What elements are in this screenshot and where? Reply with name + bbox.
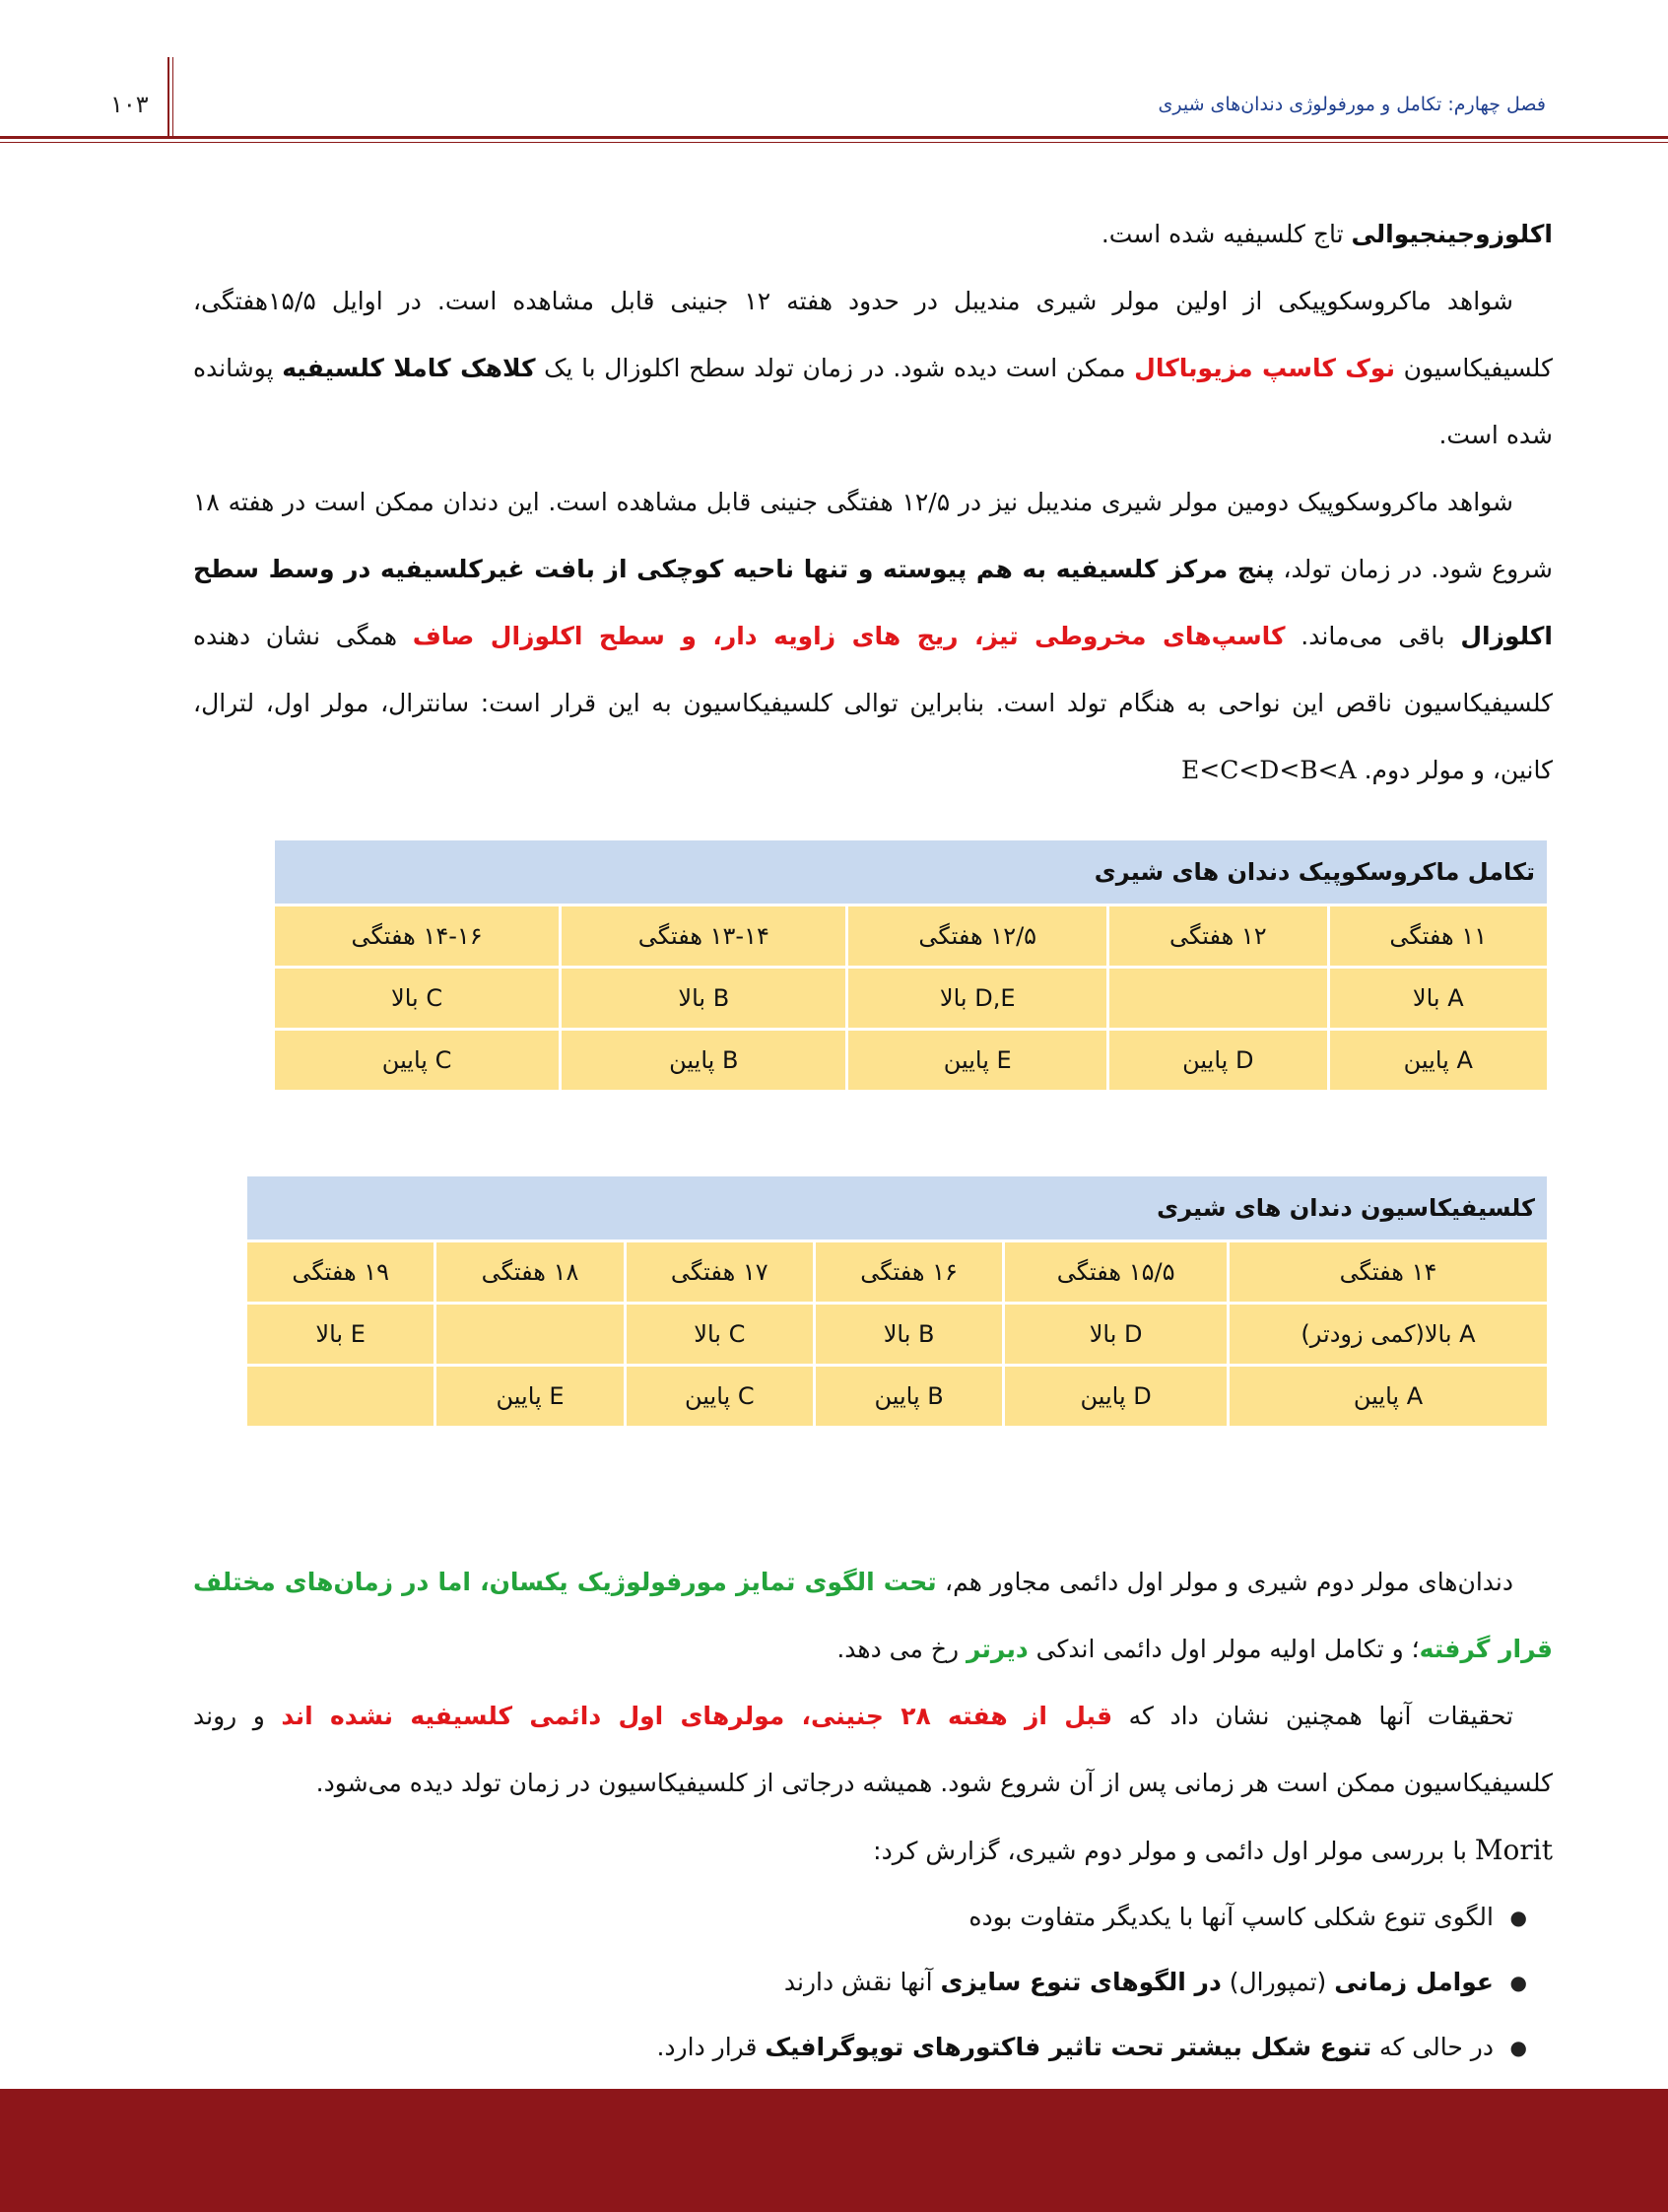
table-header-cell: ۱۲ هفتگی: [1108, 905, 1328, 968]
text: الگوی تنوع شکلی کاسپ آنها با یکدیگر متفاوت بوده: [968, 1903, 1494, 1931]
table-cell: A پایین: [1328, 1030, 1548, 1092]
table-cell: A پایین: [1229, 1366, 1549, 1428]
text: رخ می دهد.: [836, 1635, 967, 1663]
body-text: [193, 201, 1553, 804]
text: همگی نشان دهنده کلسیفیکاسیون ناقص این نواحی به هنگام تولد است. بنابراین توالی کلسیفیکاسیون به این قرار است: سانترال، مولر اول، لترال، کانین، و مولر دوم.: [193, 622, 1553, 784]
table-cell: E بالا: [246, 1304, 435, 1366]
table-cell: B بالا: [814, 1304, 1003, 1366]
footer-band: [0, 2089, 1668, 2212]
table-cell: B پایین: [814, 1366, 1003, 1428]
table-cell: D پایین: [1108, 1030, 1328, 1092]
table-cell: C بالا: [274, 968, 561, 1030]
text: در حالی که: [1371, 2033, 1494, 2061]
highlight-green: دیرتر: [966, 1635, 1029, 1663]
body-text-2: [193, 1549, 1553, 2080]
table-macroscopic-development: [272, 838, 1550, 1093]
text: با بررسی مولر اول دائمی و مولر دوم شیری، گزارش کرد:: [873, 1837, 1475, 1865]
text: تحقیقات آنها همچنین نشان داد که: [1112, 1702, 1513, 1730]
table-calcification: [244, 1173, 1550, 1429]
text: و روند کلسیفیکاسیون ممکن است هر زمانی پس از آن شروع شود. همیشه درجاتی از کلسیفیکاسیون در زمان تولد دیده می‌شود.: [193, 1702, 1553, 1797]
table-cell: B بالا: [561, 968, 847, 1030]
table-header-cell: ۱۳-۱۴ هفتگی: [561, 905, 847, 968]
highlight-bold: در الگوهای تنوع سایزی: [940, 1968, 1222, 1996]
table-header-cell: ۱۷ هفتگی: [625, 1241, 814, 1304]
header-rule-thin: [0, 142, 1668, 143]
paragraph-1: [193, 201, 1553, 268]
text: ممکن است دیده شود. در زمان تولد سطح اکلوزال با یک: [535, 354, 1135, 382]
header-divider-thin: [172, 57, 173, 138]
list-item: [193, 2015, 1494, 2080]
table-header-cell: ۱۱ هفتگی: [1328, 905, 1548, 968]
table-cell: [435, 1304, 625, 1366]
chapter-title: فصل چهارم: تکامل و مورفولوژی دندان‌های شیری: [1158, 94, 1546, 115]
text: (تمپورال): [1221, 1968, 1335, 1996]
paragraph-6: [193, 1817, 1553, 1885]
table-cell: C پایین: [625, 1366, 814, 1428]
header-divider: [167, 57, 169, 138]
term: اکلوزوجینجیوالی: [1351, 220, 1553, 248]
author-name: Morit: [1474, 1834, 1553, 1866]
table-cell: C پایین: [274, 1030, 561, 1092]
table-cell: [1108, 968, 1328, 1030]
highlight-bold: عوامل زمانی: [1334, 1968, 1494, 1996]
findings-list: [193, 1885, 1553, 2080]
highlight-bold: تنوع شکل بیشتر تحت تاثیر فاکتورهای توپوگرافیک: [765, 2033, 1372, 2061]
table-cell: C بالا: [625, 1304, 814, 1366]
text: شواهد ماکروسکوپیکی از اولین مولر شیری مندیبل در حدود هفته ۱۲ جنینی قابل مشاهده است. در اوایل ۱۵/۵هفتگی، کلسیفیکاسیون: [193, 287, 1553, 382]
table-header-cell: ۱۴-۱۶ هفتگی: [274, 905, 561, 968]
highlight-bold: کلاهک کاملا کلسیفیه: [282, 354, 536, 382]
highlight-red: کاسپ‌های مخروطی تیز، ریج های زاویه دار، و سطح اکلوزال صاف: [412, 622, 1286, 650]
table-cell: B پایین: [561, 1030, 847, 1092]
table-title: کلسیفیکاسیون دندان های شیری: [246, 1175, 1549, 1241]
table-cell: A بالا: [1328, 968, 1548, 1030]
highlight-bold: پنج مرکز کلسیفیه به هم پیوسته و تنها ناحیه کوچکی از بافت غیرکلسیفیه در وسط سطح اکلوزال: [193, 555, 1553, 650]
table-title: تکامل ماکروسکوپیک دندان های شیری: [274, 839, 1549, 905]
table-cell: E پایین: [847, 1030, 1108, 1092]
calcification-order: E<C<D<B<A: [1181, 756, 1357, 784]
text: آنها نقش دارند: [783, 1968, 941, 1996]
list-item: [193, 1885, 1494, 1950]
text: ؛ و تکامل اولیه مولر اول دائمی اندکی: [1028, 1635, 1420, 1663]
highlight-green: تحت الگوی تمایز مورفولوژیک یکسان، اما در زمان‌های مختلف قرار گرفته: [193, 1568, 1553, 1663]
table-header-cell: ۱۹ هفتگی: [246, 1241, 435, 1304]
table-header-cell: ۱۶ هفتگی: [814, 1241, 1003, 1304]
text: تاج کلسیفیه شده است.: [1101, 220, 1352, 248]
text: پوشانده شده است.: [193, 354, 1553, 449]
paragraph-4: [193, 1549, 1553, 1683]
table-header-cell: ۱۵/۵ هفتگی: [1004, 1241, 1229, 1304]
table-cell: D پایین: [1004, 1366, 1229, 1428]
highlight-red: نوک کاسپ مزیوباکال: [1134, 354, 1395, 382]
list-item: [193, 1950, 1494, 2015]
text: دندان‌های مولر دوم شیری و مولر اول دائمی مجاور هم،: [936, 1568, 1514, 1596]
table-header-cell: ۱۸ هفتگی: [435, 1241, 625, 1304]
table-header-cell: ۱۲/۵ هفتگی: [847, 905, 1108, 968]
table-cell: D,E بالا: [847, 968, 1108, 1030]
text: شواهد ماکروسکوپیک دومین مولر شیری مندیبل نیز در ۱۲/۵ هفتگی جنینی قابل مشاهده است. این دندان ممکن است در هفته ۱۸ شروع شود. در زمان تولد،: [193, 488, 1553, 583]
paragraph-5: [193, 1683, 1553, 1817]
table-cell: E پایین: [435, 1366, 625, 1428]
paragraph-2: [193, 268, 1553, 469]
paragraph-3: [193, 469, 1553, 804]
table-header-cell: ۱۴ هفتگی: [1229, 1241, 1549, 1304]
page-number: ۱۰۳: [110, 91, 149, 118]
table-cell: D بالا: [1004, 1304, 1229, 1366]
text: قرار دارد.: [656, 2033, 766, 2061]
highlight-red: قبل از هفته ۲۸ جنینی، مولرهای اول دائمی کلسیفیه نشده اند: [281, 1702, 1113, 1730]
text: باقی می‌ماند.: [1285, 622, 1461, 650]
header-rule: [0, 136, 1668, 139]
table-cell: [246, 1366, 435, 1428]
table-cell: A بالا(کمی زودتر): [1229, 1304, 1549, 1366]
